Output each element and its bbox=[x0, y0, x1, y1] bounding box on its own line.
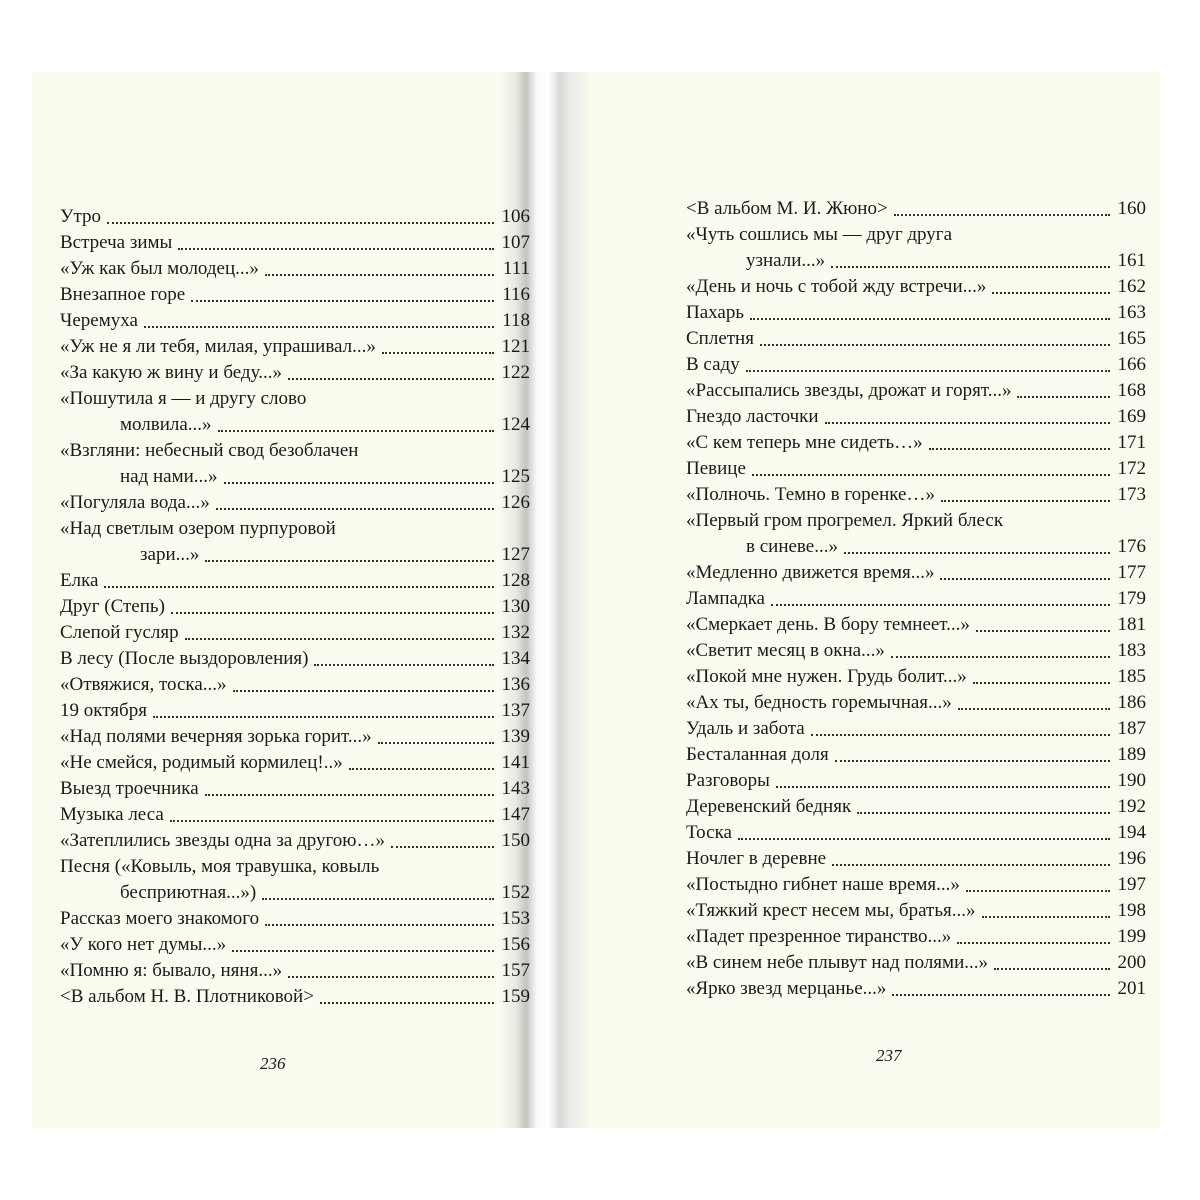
toc-entry bbox=[60, 360, 530, 386]
toc-entry-continuation-row bbox=[60, 542, 530, 568]
toc-entry-title: «Помню я: бывало, няня...» bbox=[60, 960, 283, 981]
toc-entry-page: 197 bbox=[1117, 874, 1146, 895]
toc-entry bbox=[60, 516, 530, 568]
toc-entry-title: «Ах ты, бедность горемычная...» bbox=[686, 692, 952, 713]
toc-entry-title: Гнездо ласточки bbox=[686, 406, 819, 427]
toc-entry bbox=[686, 872, 1146, 898]
toc-entry-title: «Над полями вечерняя зорька горит...» bbox=[60, 726, 372, 747]
toc-entry-title: «Уж не я ли тебя, милая, упрашивал...» bbox=[60, 336, 376, 357]
toc-entry-title: «Рассыпались звезды, дрожат и горят...» bbox=[686, 380, 1012, 401]
toc-entry-page: 134 bbox=[501, 648, 530, 669]
right-toc-list bbox=[686, 196, 1146, 1002]
dot-leader bbox=[746, 370, 1110, 372]
dot-leader bbox=[771, 604, 1110, 606]
toc-entry-continuation-row bbox=[686, 248, 1146, 274]
dot-leader bbox=[1017, 396, 1110, 398]
dot-leader bbox=[320, 1002, 494, 1004]
toc-entry bbox=[60, 802, 530, 828]
dot-leader bbox=[760, 344, 1110, 346]
toc-entry bbox=[686, 482, 1146, 508]
dot-leader bbox=[966, 890, 1110, 892]
toc-entry bbox=[60, 386, 530, 438]
toc-entry bbox=[60, 594, 530, 620]
toc-entry-page: 128 bbox=[501, 570, 530, 591]
right-page bbox=[686, 72, 1146, 1128]
toc-entry-title: «За какую ж вину и беду...» bbox=[60, 362, 282, 383]
toc-entry-title: «Постыдно гибнет наше время...» bbox=[686, 874, 960, 895]
toc-entry-page: 187 bbox=[1117, 718, 1146, 739]
toc-entry-continuation-row bbox=[686, 534, 1146, 560]
dot-leader bbox=[382, 352, 494, 354]
dot-leader bbox=[958, 708, 1110, 710]
toc-entry-page: 157 bbox=[501, 960, 530, 981]
toc-entry-page: 153 bbox=[501, 908, 530, 929]
toc-entry bbox=[60, 828, 530, 854]
toc-entry bbox=[686, 898, 1146, 924]
toc-entry-title: 19 октября bbox=[60, 700, 147, 721]
toc-entry-page: 132 bbox=[501, 622, 530, 643]
toc-entry-title: «Чуть сошлись мы — друг друга bbox=[686, 224, 953, 245]
toc-entry-page: 137 bbox=[501, 700, 530, 721]
toc-entry-page: 176 bbox=[1117, 536, 1146, 557]
dot-leader bbox=[378, 742, 494, 744]
toc-entry bbox=[686, 716, 1146, 742]
dot-leader bbox=[391, 846, 494, 848]
book-spread bbox=[32, 72, 1160, 1128]
toc-entry-title: Друг (Степь) bbox=[60, 596, 165, 617]
toc-entry-title: Бесталанная доля bbox=[686, 744, 829, 765]
dot-leader bbox=[811, 734, 1110, 736]
toc-entry bbox=[686, 924, 1146, 950]
dot-leader bbox=[825, 422, 1110, 424]
dot-leader bbox=[288, 378, 494, 380]
toc-entry bbox=[686, 846, 1146, 872]
dot-leader bbox=[832, 864, 1110, 866]
toc-entry-page: 156 bbox=[501, 934, 530, 955]
toc-entry-title: «В синем небе плывут над полями...» bbox=[686, 952, 988, 973]
toc-entry-title-continuation: над нами...» bbox=[120, 466, 218, 487]
toc-entry bbox=[686, 560, 1146, 586]
toc-entry-title: «Отвяжися, тоска...» bbox=[60, 674, 227, 695]
toc-entry-title: Выезд троечника bbox=[60, 778, 199, 799]
right-page-number: 237 bbox=[876, 1046, 902, 1065]
dot-leader bbox=[835, 760, 1110, 762]
toc-entry bbox=[60, 750, 530, 776]
toc-entry bbox=[60, 282, 530, 308]
left-toc-list bbox=[60, 204, 530, 1010]
toc-entry-page: 125 bbox=[501, 466, 530, 487]
dot-leader bbox=[218, 430, 494, 432]
toc-entry-page: 177 bbox=[1117, 562, 1146, 583]
dot-leader bbox=[752, 474, 1110, 476]
toc-entry-page: 160 bbox=[1117, 198, 1146, 219]
toc-entry bbox=[60, 646, 530, 672]
toc-entry-page: 126 bbox=[501, 492, 530, 513]
toc-entry-title: В саду bbox=[686, 354, 740, 375]
toc-entry-page: 192 bbox=[1117, 796, 1146, 817]
toc-entry bbox=[60, 776, 530, 802]
toc-entry bbox=[686, 404, 1146, 430]
toc-entry-page: 173 bbox=[1117, 484, 1146, 505]
toc-entry-page: 121 bbox=[501, 336, 530, 357]
dot-leader bbox=[191, 300, 494, 302]
toc-entry bbox=[60, 698, 530, 724]
toc-entry-page: 141 bbox=[501, 752, 530, 773]
left-page-number: 236 bbox=[260, 1054, 286, 1073]
dot-leader bbox=[185, 638, 494, 640]
toc-entry-title: Внезапное горе bbox=[60, 284, 186, 305]
toc-entry-page: 200 bbox=[1117, 952, 1146, 973]
toc-entry bbox=[686, 976, 1146, 1002]
toc-entry bbox=[60, 620, 530, 646]
toc-entry-page: 162 bbox=[1117, 276, 1146, 297]
toc-entry-title: «Покой мне нужен. Грудь болит...» bbox=[686, 666, 967, 687]
toc-entry-page: 130 bbox=[501, 596, 530, 617]
toc-entry-title: Деревенский бедняк bbox=[686, 796, 852, 817]
toc-entry bbox=[686, 664, 1146, 690]
toc-entry-page: 166 bbox=[1117, 354, 1146, 375]
toc-entry-page: 190 bbox=[1117, 770, 1146, 791]
toc-entry-title: Певице bbox=[686, 458, 746, 479]
toc-entry-title: «Не смейся, родимый кормилец!..» bbox=[60, 752, 343, 773]
toc-entry bbox=[60, 438, 530, 490]
toc-entry-page: 122 bbox=[501, 362, 530, 383]
toc-entry bbox=[60, 932, 530, 958]
toc-entry-title: «Светит месяц в окна...» bbox=[686, 640, 885, 661]
toc-entry-page: 147 bbox=[501, 804, 530, 825]
toc-entry-page: 111 bbox=[502, 258, 530, 279]
dot-leader bbox=[857, 812, 1110, 814]
toc-entry-title: «С кем теперь мне сидеть…» bbox=[686, 432, 923, 453]
toc-entry-page: 185 bbox=[1117, 666, 1146, 687]
dot-leader bbox=[216, 508, 494, 510]
toc-entry-title: <В альбом М. И. Жюно> bbox=[686, 198, 888, 219]
toc-entry-page: 161 bbox=[1117, 250, 1146, 271]
toc-entry-page: 136 bbox=[501, 674, 530, 695]
toc-entry-title: Утро bbox=[60, 206, 101, 227]
toc-entry bbox=[686, 768, 1146, 794]
toc-entry-title: «День и ночь с тобой жду встречи...» bbox=[686, 276, 987, 297]
toc-entry bbox=[60, 672, 530, 698]
toc-entry-title-continuation: зари...» bbox=[140, 544, 200, 565]
toc-entry bbox=[686, 222, 1146, 274]
toc-entry-title: «Падет презренное тиранство...» bbox=[686, 926, 952, 947]
toc-entry bbox=[60, 984, 530, 1010]
toc-entry bbox=[686, 638, 1146, 664]
toc-entry-page: 116 bbox=[502, 284, 530, 305]
dot-leader bbox=[170, 820, 494, 822]
toc-entry bbox=[686, 378, 1146, 404]
dot-leader bbox=[940, 578, 1110, 580]
toc-entry-title: Песня («Ковыль, моя травушка, ковыль bbox=[60, 856, 380, 877]
toc-entry bbox=[686, 352, 1146, 378]
dot-leader bbox=[107, 222, 494, 224]
toc-entry-page: 159 bbox=[501, 986, 530, 1007]
toc-entry-continuation-row bbox=[60, 880, 530, 906]
dot-leader bbox=[929, 448, 1110, 450]
toc-entry bbox=[686, 326, 1146, 352]
toc-entry-page: 183 bbox=[1117, 640, 1146, 661]
toc-entry-title: «Погуляла вода...» bbox=[60, 492, 210, 513]
dot-leader bbox=[750, 318, 1110, 320]
dot-leader bbox=[844, 552, 1110, 554]
dot-leader bbox=[233, 690, 494, 692]
toc-entry-title-continuation: узнали...» bbox=[746, 250, 826, 271]
toc-entry-title: Тоска bbox=[686, 822, 732, 843]
toc-entry-title-continuation: бесприютная...») bbox=[120, 882, 257, 903]
dot-leader bbox=[973, 682, 1110, 684]
dot-leader bbox=[349, 768, 494, 770]
toc-entry-title: «Над светлым озером пурпуровой bbox=[60, 518, 336, 539]
dot-leader bbox=[232, 950, 494, 952]
toc-entry bbox=[686, 274, 1146, 300]
toc-entry bbox=[60, 724, 530, 750]
toc-entry bbox=[686, 950, 1146, 976]
dot-leader bbox=[205, 560, 494, 562]
toc-entry bbox=[686, 794, 1146, 820]
toc-entry bbox=[60, 256, 530, 282]
dot-leader bbox=[288, 976, 494, 978]
toc-entry bbox=[60, 334, 530, 360]
toc-entry-title: «Первый гром прогремел. Яркий блеск bbox=[686, 510, 1004, 531]
toc-entry-title-continuation: молвила...» bbox=[120, 414, 212, 435]
toc-entry-title-continuation: в синеве...» bbox=[746, 536, 838, 557]
toc-entry-page: 196 bbox=[1117, 848, 1146, 869]
toc-entry-title: «Затеплились звезды одна за другою…» bbox=[60, 830, 385, 851]
toc-entry-page: 179 bbox=[1117, 588, 1146, 609]
toc-entry-title: Лампадка bbox=[686, 588, 765, 609]
dot-leader bbox=[941, 500, 1110, 502]
toc-entry-title: Встреча зимы bbox=[60, 232, 173, 253]
toc-entry-title: «Смеркает день. В бору темнеет...» bbox=[686, 614, 970, 635]
toc-entry-continuation-row bbox=[60, 464, 530, 490]
toc-entry bbox=[60, 204, 530, 230]
dot-leader bbox=[178, 248, 494, 250]
toc-entry-page: 118 bbox=[502, 310, 530, 331]
dot-leader bbox=[892, 994, 1110, 996]
dot-leader bbox=[153, 716, 494, 718]
toc-entry-page: 169 bbox=[1117, 406, 1146, 427]
toc-entry bbox=[60, 854, 530, 906]
dot-leader bbox=[265, 274, 494, 276]
dot-leader bbox=[738, 838, 1110, 840]
toc-entry-title: «Медленно движется время...» bbox=[686, 562, 935, 583]
toc-entry-title: Слепой гусляр bbox=[60, 622, 179, 643]
dot-leader bbox=[776, 786, 1110, 788]
toc-entry-page: 198 bbox=[1117, 900, 1146, 921]
dot-leader bbox=[994, 968, 1110, 970]
toc-entry-title: «Уж как был молодец...» bbox=[60, 258, 259, 279]
dot-leader bbox=[171, 612, 494, 614]
dot-leader bbox=[314, 664, 494, 666]
toc-entry-page: 171 bbox=[1117, 432, 1146, 453]
dot-leader bbox=[205, 794, 494, 796]
toc-entry-title: «Взгляни: небесный свод безоблачен bbox=[60, 440, 359, 461]
toc-entry-title: Музыка леса bbox=[60, 804, 164, 825]
toc-entry-page: 199 bbox=[1117, 926, 1146, 947]
toc-entry-page: 124 bbox=[501, 414, 530, 435]
toc-entry bbox=[686, 820, 1146, 846]
toc-entry-title: Елка bbox=[60, 570, 99, 591]
toc-entry-page: 186 bbox=[1117, 692, 1146, 713]
toc-entry-title: «У кого нет думы...» bbox=[60, 934, 227, 955]
dot-leader bbox=[262, 898, 494, 900]
toc-entry-title: Черемуха bbox=[60, 310, 138, 331]
toc-entry bbox=[686, 690, 1146, 716]
toc-entry bbox=[60, 958, 530, 984]
dot-leader bbox=[976, 630, 1110, 632]
dot-leader bbox=[982, 916, 1111, 918]
left-page bbox=[60, 72, 530, 1128]
toc-entry-page: 127 bbox=[501, 544, 530, 565]
dot-leader bbox=[265, 924, 494, 926]
toc-entry-page: 181 bbox=[1117, 614, 1146, 635]
toc-entry-title: Пахарь bbox=[686, 302, 745, 323]
toc-entry-page: 152 bbox=[501, 882, 530, 903]
toc-entry-title: Удаль и забота bbox=[686, 718, 805, 739]
toc-entry bbox=[686, 456, 1146, 482]
toc-entry bbox=[686, 430, 1146, 456]
dot-leader bbox=[894, 214, 1110, 216]
toc-entry bbox=[686, 586, 1146, 612]
toc-entry bbox=[60, 490, 530, 516]
toc-entry-title: «Ярко звезд мерцанье...» bbox=[686, 978, 887, 999]
toc-entry-continuation-row bbox=[60, 412, 530, 438]
toc-entry-page: 106 bbox=[501, 206, 530, 227]
toc-entry-title: Разговоры bbox=[686, 770, 770, 791]
toc-entry bbox=[686, 508, 1146, 560]
toc-entry-page: 163 bbox=[1117, 302, 1146, 323]
toc-entry-title: Ночлег в деревне bbox=[686, 848, 827, 869]
toc-entry-title: «Полночь. Темно в горенке…» bbox=[686, 484, 935, 505]
toc-entry-title: «Тяжкий крест несем мы, братья...» bbox=[686, 900, 976, 921]
toc-entry-page: 194 bbox=[1117, 822, 1146, 843]
toc-entry-page: 172 bbox=[1117, 458, 1146, 479]
toc-entry bbox=[686, 300, 1146, 326]
toc-entry bbox=[60, 568, 530, 594]
toc-entry-page: 189 bbox=[1117, 744, 1146, 765]
toc-entry-page: 165 bbox=[1117, 328, 1146, 349]
dot-leader bbox=[992, 292, 1110, 294]
toc-entry-title: Сплетня bbox=[686, 328, 754, 349]
toc-entry-page: 143 bbox=[501, 778, 530, 799]
dot-leader bbox=[104, 586, 494, 588]
toc-entry-title: В лесу (После выздоровления) bbox=[60, 648, 309, 669]
dot-leader bbox=[144, 326, 494, 328]
toc-entry-title: <В альбом Н. В. Плотниковой> bbox=[60, 986, 314, 1007]
toc-entry-title: Рассказ моего знакомого bbox=[60, 908, 260, 929]
toc-entry bbox=[60, 230, 530, 256]
dot-leader bbox=[957, 942, 1110, 944]
toc-entry-page: 168 bbox=[1117, 380, 1146, 401]
dot-leader bbox=[831, 266, 1110, 268]
toc-entry-title: «Пошутила я — и другу слово bbox=[60, 388, 307, 409]
toc-entry-page: 139 bbox=[501, 726, 530, 747]
toc-entry bbox=[686, 742, 1146, 768]
toc-entry bbox=[686, 612, 1146, 638]
toc-entry bbox=[60, 308, 530, 334]
toc-entry-page: 107 bbox=[501, 232, 530, 253]
toc-entry-page: 150 bbox=[501, 830, 530, 851]
dot-leader bbox=[891, 656, 1110, 658]
dot-leader bbox=[224, 482, 494, 484]
toc-entry-page: 201 bbox=[1117, 978, 1146, 999]
toc-entry bbox=[686, 196, 1146, 222]
toc-entry bbox=[60, 906, 530, 932]
